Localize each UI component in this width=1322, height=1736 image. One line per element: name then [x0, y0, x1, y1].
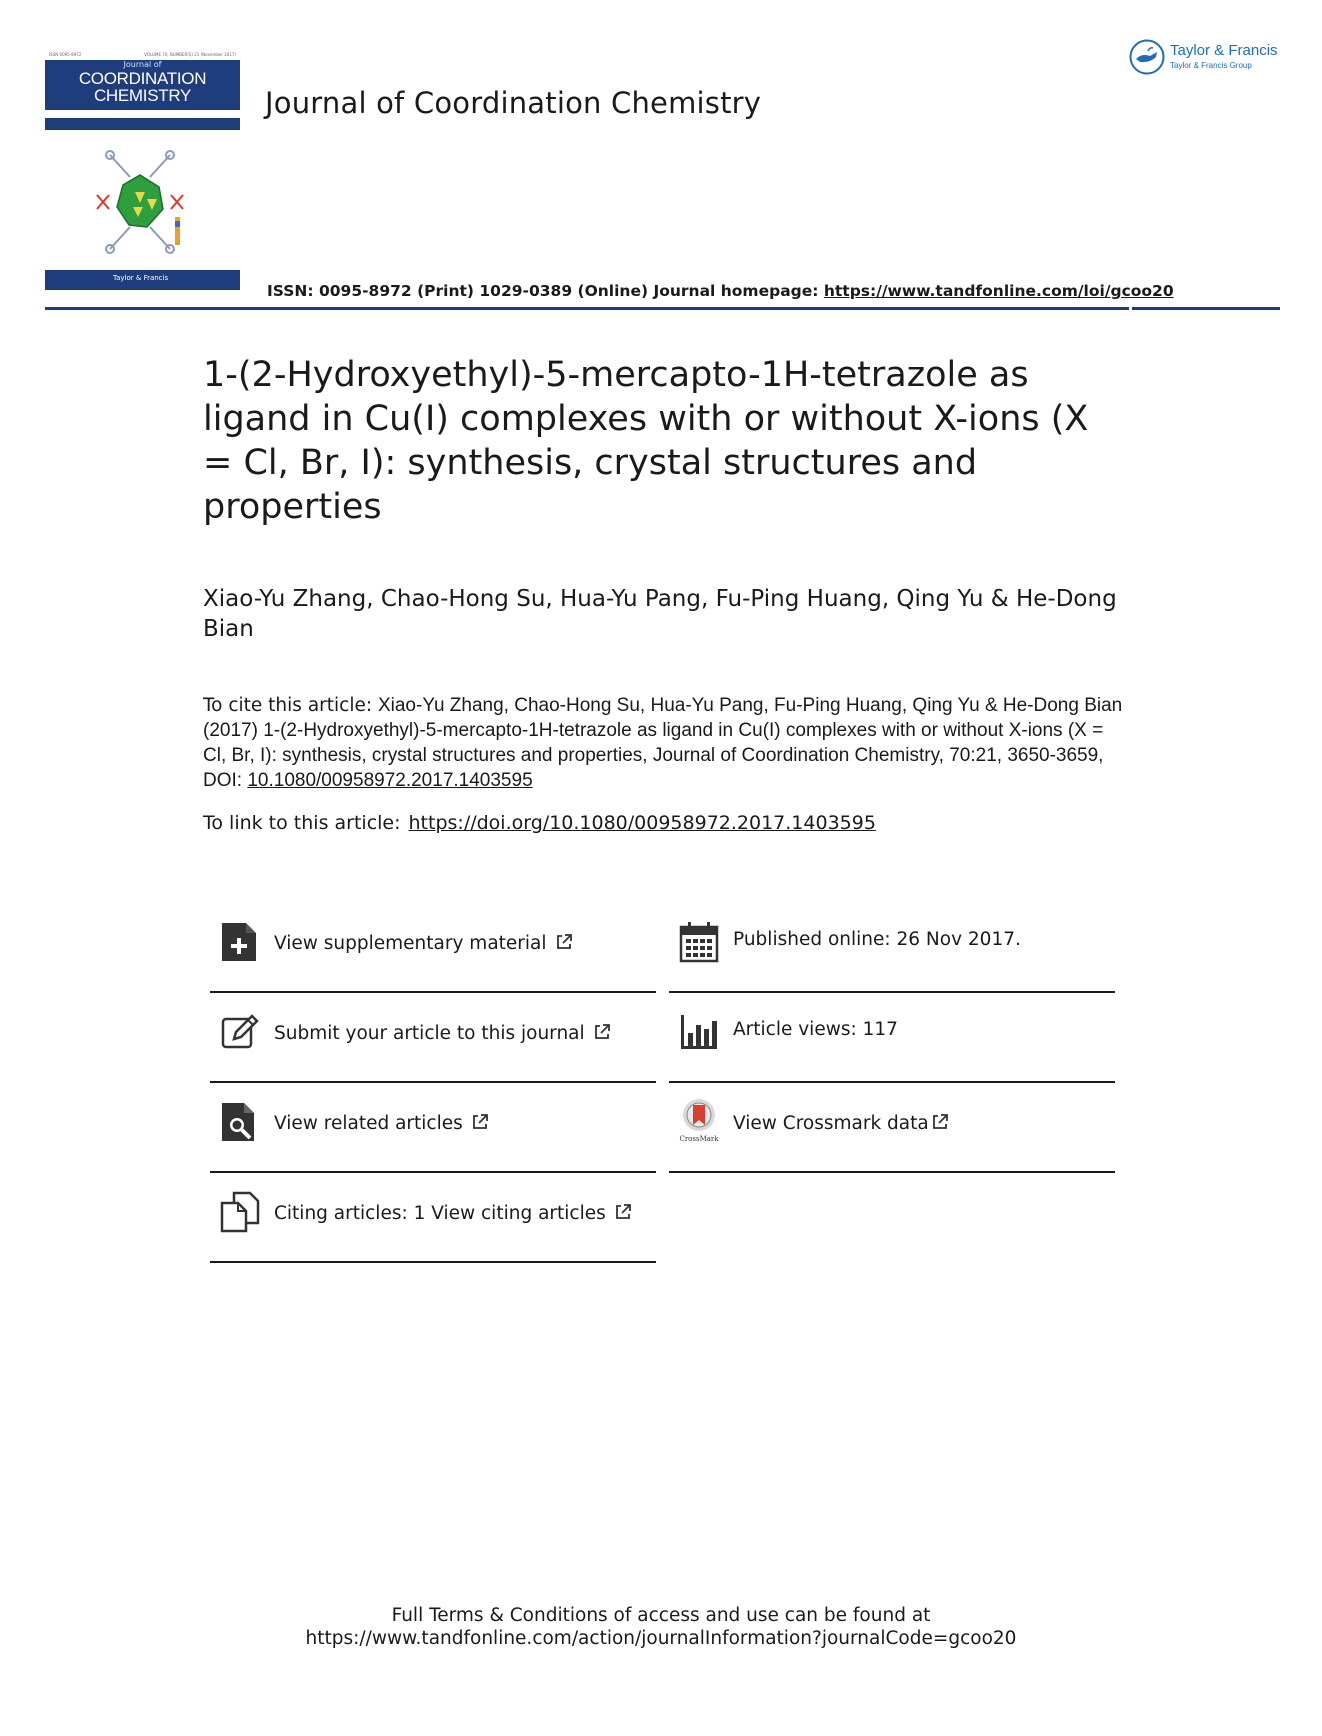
citation-doi-link[interactable]: 10.1080/00958972.2017.1403595 — [247, 770, 533, 791]
external-link-icon — [555, 933, 573, 951]
submit-article-label: Submit your article to this journal — [274, 1023, 585, 1044]
crossmark-icon — [679, 1097, 719, 1143]
cover-publisher: Taylor & Francis — [113, 274, 169, 282]
related-articles-cell[interactable] — [210, 1083, 656, 1173]
cover-title-band — [45, 60, 240, 110]
submit-article-link[interactable] — [274, 1023, 611, 1044]
external-link-icon — [593, 1023, 611, 1041]
cover-top-strip — [45, 52, 240, 60]
submit-article-cell[interactable] — [210, 993, 656, 1083]
journal-title: Journal of Coordination Chemistry — [265, 86, 762, 120]
edit-pencil-icon — [220, 1011, 260, 1053]
document-search-icon — [220, 1101, 260, 1143]
cover-issn: ISSN 0095-8972 — [49, 52, 82, 57]
copy-documents-icon — [220, 1191, 260, 1233]
article-doi-url[interactable]: https://doi.org/10.1080/00958972.2017.1403595 — [408, 812, 876, 834]
document-plus-icon — [220, 921, 260, 963]
external-link-icon — [931, 1113, 949, 1131]
cover-journal-of: Journal of — [123, 60, 162, 69]
journal-homepage-link[interactable]: https://www.tandfonline.com/loi/gcoo20 — [823, 282, 1174, 300]
cover-title-line1: COORDINATION — [78, 69, 207, 88]
related-articles-label: View related articles — [274, 1113, 463, 1134]
citation-text: Xiao-Yu Zhang, Chao-Hong Su, Hua-Yu Pang, Fu-Ping Huang, Qing Yu & He-Dong Bian (2017) 1-(2-Hydroxyethyl)-5-mercapto-1H-tetrazole as ligand in Cu(I) complexes with or without X-ions (X = Cl, Br, I): synthesis, crystal structures and properties, Journal of Coordination Chemistry, 70:21, 3650-3659, DOI: — [203, 695, 1123, 791]
article-link-line — [203, 811, 876, 836]
cover-molecule-image — [95, 147, 185, 257]
header-divider — [45, 307, 1280, 310]
related-articles-link[interactable] — [274, 1113, 489, 1134]
citing-articles-link[interactable] — [274, 1203, 632, 1224]
cover-publisher-band — [45, 270, 240, 290]
article-views-cell — [669, 993, 1115, 1083]
issn-text: ISSN: 0095-8972 (Print) 1029-0389 (Online) Journal homepage: — [267, 282, 824, 300]
citation-label: To cite this article: — [203, 695, 378, 716]
article-authors: Xiao-Yu Zhang, Chao-Hong Su, Hua-Yu Pang, Fu-Ping Huang, Qing Yu & He-Dong Bian — [203, 586, 1117, 642]
publisher-group: Taylor & Francis Group — [1170, 61, 1252, 70]
crossmark-badge-text: CrossMark — [679, 1135, 719, 1143]
article-title: 1-(2-Hydroxyethyl)-5-mercapto-1H-tetrazole as ligand in Cu(I) complexes with or without X-ions (X = Cl, Br, I): synthesis, crystal structures and properties — [203, 355, 1089, 527]
supplementary-material-link[interactable] — [274, 933, 573, 954]
supplementary-material-cell[interactable] — [210, 903, 656, 993]
supplementary-material-label: View supplementary material — [274, 933, 547, 954]
external-link-icon — [614, 1203, 632, 1221]
terms-line: Full Terms & Conditions of access and use can be found at — [391, 1605, 931, 1626]
crossmark-cell[interactable] — [669, 1083, 1115, 1173]
header-divider-gap — [1129, 307, 1132, 310]
citation-block — [203, 693, 1123, 793]
article-link-label: To link to this article: — [203, 812, 401, 834]
bar-chart-icon — [679, 1011, 719, 1053]
crossmark-label: View Crossmark data — [733, 1113, 929, 1134]
journal-cover-thumbnail — [45, 52, 240, 292]
cell-divider — [669, 1171, 1115, 1173]
publisher-name: Taylor & Francis — [1170, 42, 1278, 59]
cell-divider — [210, 1261, 656, 1263]
citing-articles-label: Citing articles: 1 View citing articles — [274, 1203, 606, 1224]
calendar-icon — [679, 921, 719, 963]
published-date-cell — [669, 903, 1115, 993]
citing-articles-cell[interactable] — [210, 1173, 656, 1263]
taylor-francis-lamp-icon — [1128, 38, 1166, 76]
crossmark-link[interactable] — [733, 1113, 949, 1134]
cover-title-line2: CHEMISTRY — [93, 86, 192, 105]
article-views-text: Article views: 117 — [733, 1019, 898, 1040]
external-link-icon — [471, 1113, 489, 1131]
terms-url[interactable]: https://www.tandfonline.com/action/journalInformation?journalCode=gcoo20 — [305, 1628, 1017, 1649]
publisher-logo[interactable] — [1128, 38, 1288, 78]
cover-editor-band — [45, 118, 240, 130]
terms-footer — [0, 1604, 1322, 1650]
cover-volume: VOLUME 70, NUMBER(S) 21 (November 2017) — [144, 52, 236, 57]
published-date-text: Published online: 26 Nov 2017. — [733, 929, 1021, 950]
issn-line — [267, 282, 1174, 300]
